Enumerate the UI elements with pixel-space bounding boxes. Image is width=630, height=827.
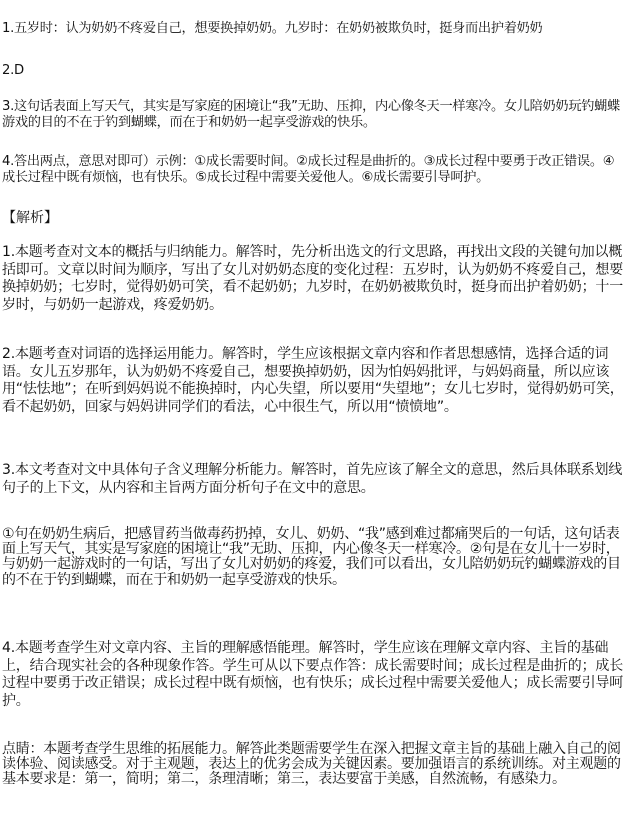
answer-4: 4.答出两点，意思对即可）示例：①成长需要时间。②成长过程是曲折的。③成长过程中要勇于改正错误。④成长过程中既有烦恼，也有快乐。⑤成长过程中需要关爱他人。⑥成长需要引导呵护。	[2, 154, 615, 185]
analysis-paragraph-5: 4.本题考查学生对文章内容、主旨的理解感悟能理。解答时，学生应该在理解文章内容、主旨的基础上，结合现实社会的各种现象作答。学生可从以下要点作答：成长需要时间；成长过程是曲折的；成长过程中要勇于改正错误；成长过程中既有烦恼，也有快乐；成长过程中需要关爱他人；成长需要引导呵护。	[2, 640, 623, 709]
analysis-heading: 【解析】	[2, 210, 58, 226]
answer-2: 2.D	[2, 63, 24, 78]
analysis-note: 点睛：本题考查学生思维的拓展能力。解答此类题需要学生在深入把握文章主旨的基础上融入自己的阅读体验、阅读感受。对于主观题，表达上的优劣会成为关键因素。要加强语言的系统训练。对主观题的基本要求是：第一，简明；第二，条理清晰；第三，表达要富于美感，自然流畅，有感染力。	[2, 741, 621, 788]
analysis-paragraph-4: ①句在奶奶生病后，把感冒药当做毒药扔掉，女儿、奶奶、“我”感到难过都痛哭后的一句话，这句话表面上写天气，其实是写家庭的困境让“我”无助、压抑，内心像冬天一样寒冷。②句是在女儿十一岁时，与奶奶一起游戏时的一句话，写出了女儿对奶奶的疼爱，我们可以看出，女儿陪奶奶玩钓蝴蝶游戏的目的不在于钓到蝴蝶，而在于和奶奶一起享受游戏的快乐。	[2, 526, 621, 588]
answer-3: 3.这句话表面上写天气，其实是写家庭的困境让“我”无助、压抑，内心像冬天一样寒冷。女儿陪奶奶玩钓蝴蝶游戏的目的不在于钓到蝴蝶，而在于和奶奶一起享受游戏的快乐。	[2, 99, 620, 130]
analysis-paragraph-3: 3.本文考查对文中具体句子含义理解分析能力。解答时，首先应该了解全文的意思，然后具体联系划线句子的上下文，从内容和主旨两方面分析句子在文中的意思。	[2, 462, 623, 496]
answer-1: 1.五岁时：认为奶奶不疼爱自己，想要换掉奶奶。九岁时：在奶奶被欺负时，挺身而出护着奶奶	[2, 21, 543, 36]
analysis-paragraph-2: 2.本题考查对词语的选择运用能力。解答时，学生应该根据文章内容和作者思想感情，选择合适的词语。女儿五岁那年，认为奶奶不疼爱自己，想要换掉奶奶，因为怕妈妈批评，与妈妈商量，所以应该用“怯怯地”；在听到妈妈说不能换掉时，内心失望，所以要用“失望地”；女儿七岁时，觉得奶奶可笑，看不起奶奶，回家与妈妈讲同学们的看法，心中很生气，所以用“愤愤地”。	[2, 346, 624, 415]
analysis-paragraph-1: 1.本题考查对文本的概括与归纳能力。解答时，先分析出选文的行文思路，再找出文段的关键句加以概括即可。文章以时间为顺序，写出了女儿对奶奶态度的变化过程：五岁时，认为奶奶不疼爱自己，想要换掉奶奶；七岁时，觉得奶奶可笑，看不起奶奶；九岁时，在奶奶被欺负时，挺身而出护着奶奶；十一岁时，与奶奶一起游戏，疼爱奶奶。	[2, 244, 623, 313]
